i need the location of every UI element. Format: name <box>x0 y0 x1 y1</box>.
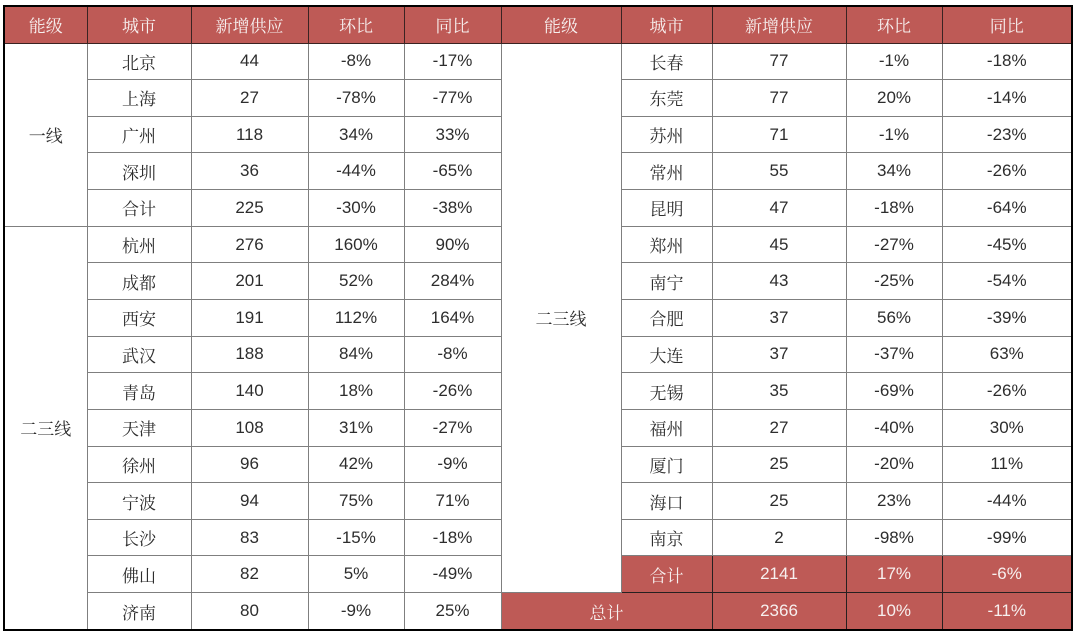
yoy-cell: -45% <box>942 226 1072 263</box>
supply-cell: 71 <box>712 116 846 153</box>
city-cell: 徐州 <box>87 446 191 483</box>
subtotal-label-cell: 合计 <box>621 556 712 593</box>
city-cell: 深圳 <box>87 153 191 190</box>
yoy-cell: 30% <box>942 409 1072 446</box>
city-cell: 杭州 <box>87 226 191 263</box>
supply-cell: 77 <box>712 80 846 117</box>
mom-cell: 34% <box>308 116 404 153</box>
mom-cell: -78% <box>308 80 404 117</box>
mom-cell: -98% <box>846 519 942 556</box>
yoy-cell: -64% <box>942 190 1072 227</box>
supply-cell: 191 <box>191 299 308 336</box>
mom-cell: -25% <box>846 263 942 300</box>
supply-cell: 77 <box>712 43 846 80</box>
mom-cell: -27% <box>846 226 942 263</box>
col-header-city: 城市 <box>87 6 191 43</box>
yoy-cell: -26% <box>942 373 1072 410</box>
yoy-cell: -26% <box>404 373 501 410</box>
city-cell: 大连 <box>621 336 712 373</box>
supply-cell: 27 <box>712 409 846 446</box>
subtotal-mom-cell: 17% <box>846 556 942 593</box>
yoy-cell: -65% <box>404 153 501 190</box>
yoy-cell: -23% <box>942 116 1072 153</box>
supply-cell: 108 <box>191 409 308 446</box>
city-cell: 合肥 <box>621 299 712 336</box>
supply-cell: 35 <box>712 373 846 410</box>
yoy-cell: -9% <box>404 446 501 483</box>
city-cell: 济南 <box>87 593 191 630</box>
yoy-cell: -38% <box>404 190 501 227</box>
mom-cell: 112% <box>308 299 404 336</box>
supply-cell: 25 <box>712 483 846 520</box>
mom-cell: 5% <box>308 556 404 593</box>
supply-cell: 45 <box>712 226 846 263</box>
city-cell: 宁波 <box>87 483 191 520</box>
col-header-mom: 环比 <box>846 6 942 43</box>
mom-cell: 23% <box>846 483 942 520</box>
yoy-cell: 164% <box>404 299 501 336</box>
yoy-cell: 33% <box>404 116 501 153</box>
col-header-tier: 能级 <box>501 6 621 43</box>
yoy-cell: -54% <box>942 263 1072 300</box>
city-cell: 西安 <box>87 299 191 336</box>
mom-cell: 31% <box>308 409 404 446</box>
city-cell: 海口 <box>621 483 712 520</box>
mom-cell: 20% <box>846 80 942 117</box>
mom-cell: 84% <box>308 336 404 373</box>
mom-cell: 18% <box>308 373 404 410</box>
city-cell: 无锡 <box>621 373 712 410</box>
yoy-cell: 71% <box>404 483 501 520</box>
col-header-supply: 新增供应 <box>191 6 308 43</box>
city-cell: 常州 <box>621 153 712 190</box>
mom-cell: -40% <box>846 409 942 446</box>
yoy-cell: 25% <box>404 593 501 630</box>
total-supply-cell: 2366 <box>712 593 846 630</box>
city-cell: 成都 <box>87 263 191 300</box>
supply-cell: 94 <box>191 483 308 520</box>
supply-cell: 225 <box>191 190 308 227</box>
yoy-cell: -14% <box>942 80 1072 117</box>
yoy-cell: -99% <box>942 519 1072 556</box>
supply-cell: 44 <box>191 43 308 80</box>
yoy-cell: 11% <box>942 446 1072 483</box>
city-cell: 北京 <box>87 43 191 80</box>
supply-cell: 188 <box>191 336 308 373</box>
mom-cell: -1% <box>846 43 942 80</box>
mom-cell: -9% <box>308 593 404 630</box>
city-cell: 长春 <box>621 43 712 80</box>
city-cell: 广州 <box>87 116 191 153</box>
yoy-cell: -49% <box>404 556 501 593</box>
mom-cell: 56% <box>846 299 942 336</box>
city-cell: 厦门 <box>621 446 712 483</box>
city-cell: 福州 <box>621 409 712 446</box>
supply-cell: 201 <box>191 263 308 300</box>
table-row <box>4 43 1072 80</box>
yoy-cell: -26% <box>942 153 1072 190</box>
supply-cell: 83 <box>191 519 308 556</box>
yoy-cell: 63% <box>942 336 1072 373</box>
yoy-cell: -44% <box>942 483 1072 520</box>
mom-cell: 52% <box>308 263 404 300</box>
total-label-cell: 总计 <box>501 593 712 630</box>
city-cell: 青岛 <box>87 373 191 410</box>
city-cell: 佛山 <box>87 556 191 593</box>
col-header-yoy: 同比 <box>404 6 501 43</box>
total-mom-cell: 10% <box>846 593 942 630</box>
supply-cell: 82 <box>191 556 308 593</box>
mom-cell: 34% <box>846 153 942 190</box>
yoy-cell: -77% <box>404 80 501 117</box>
mom-cell: -20% <box>846 446 942 483</box>
city-cell: 天津 <box>87 409 191 446</box>
subtotal-supply-cell: 2141 <box>712 556 846 593</box>
mom-cell: 42% <box>308 446 404 483</box>
col-header-city: 城市 <box>621 6 712 43</box>
yoy-cell: -17% <box>404 43 501 80</box>
yoy-cell: -8% <box>404 336 501 373</box>
supply-cell: 96 <box>191 446 308 483</box>
supply-cell: 43 <box>712 263 846 300</box>
supply-cell: 37 <box>712 336 846 373</box>
yoy-cell: -18% <box>404 519 501 556</box>
tier-label-tier1-left: 一线 <box>4 43 87 226</box>
supply-cell: 118 <box>191 116 308 153</box>
supply-cell: 25 <box>712 446 846 483</box>
table-row <box>4 593 1072 630</box>
mom-cell: -37% <box>846 336 942 373</box>
yoy-cell: -39% <box>942 299 1072 336</box>
header-row <box>4 6 1072 43</box>
city-cell: 东莞 <box>621 80 712 117</box>
mom-cell: -15% <box>308 519 404 556</box>
city-cell: 长沙 <box>87 519 191 556</box>
supply-cell: 36 <box>191 153 308 190</box>
mom-cell: -1% <box>846 116 942 153</box>
supply-cell: 47 <box>712 190 846 227</box>
subtotal-label-cell: 合计 <box>87 190 191 227</box>
city-supply-table <box>3 5 1073 631</box>
city-cell: 南京 <box>621 519 712 556</box>
tier-label-tier23-right: 二三线 <box>501 43 621 593</box>
supply-cell: 27 <box>191 80 308 117</box>
subtotal-yoy-cell: -6% <box>942 556 1072 593</box>
supply-cell: 276 <box>191 226 308 263</box>
city-cell: 昆明 <box>621 190 712 227</box>
col-header-supply: 新增供应 <box>712 6 846 43</box>
mom-cell: -69% <box>846 373 942 410</box>
supply-cell: 55 <box>712 153 846 190</box>
total-yoy-cell: -11% <box>942 593 1072 630</box>
city-cell: 上海 <box>87 80 191 117</box>
yoy-cell: -18% <box>942 43 1072 80</box>
mom-cell: -8% <box>308 43 404 80</box>
city-cell: 南宁 <box>621 263 712 300</box>
mom-cell: -30% <box>308 190 404 227</box>
yoy-cell: -27% <box>404 409 501 446</box>
col-header-mom: 环比 <box>308 6 404 43</box>
mom-cell: 75% <box>308 483 404 520</box>
yoy-cell: 284% <box>404 263 501 300</box>
supply-cell: 37 <box>712 299 846 336</box>
supply-cell: 2 <box>712 519 846 556</box>
tier-label-tier23-left: 二三线 <box>4 226 87 630</box>
city-cell: 苏州 <box>621 116 712 153</box>
mom-cell: -18% <box>846 190 942 227</box>
city-cell: 武汉 <box>87 336 191 373</box>
col-header-yoy: 同比 <box>942 6 1072 43</box>
yoy-cell: 90% <box>404 226 501 263</box>
col-header-tier: 能级 <box>4 6 87 43</box>
supply-cell: 80 <box>191 593 308 630</box>
mom-cell: 160% <box>308 226 404 263</box>
supply-cell: 140 <box>191 373 308 410</box>
mom-cell: -44% <box>308 153 404 190</box>
city-cell: 郑州 <box>621 226 712 263</box>
